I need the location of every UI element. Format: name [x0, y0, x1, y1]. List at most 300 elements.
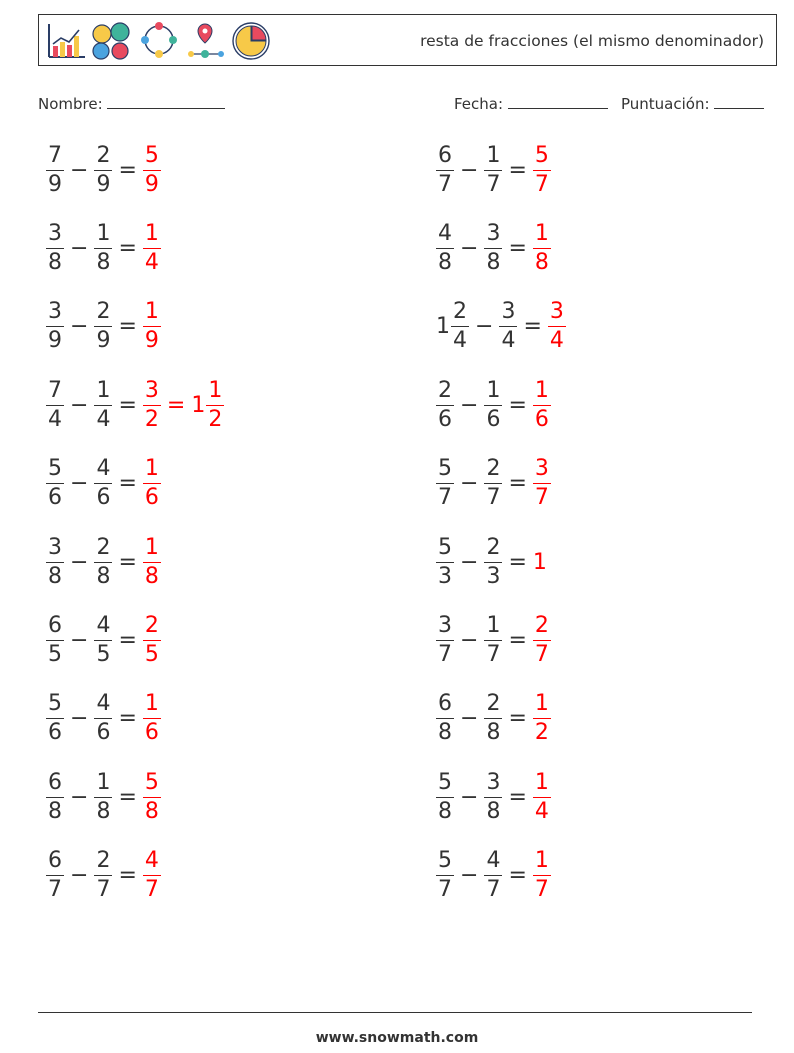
answer-numerator: 4: [143, 850, 161, 876]
equals-sign: =: [118, 549, 137, 575]
answer-denominator: 6: [144, 485, 159, 511]
problem-row: [46, 218, 161, 278]
date-label: Fecha:: [454, 95, 504, 113]
subtrahend-denominator: 8: [486, 720, 501, 746]
minuend: [436, 220, 454, 275]
answer: [533, 612, 551, 667]
equals-sign: =: [118, 157, 137, 183]
minuend-fraction: [436, 377, 454, 432]
problem-row: [46, 297, 161, 357]
minus-sign: −: [70, 314, 89, 340]
minuend: [46, 612, 64, 667]
subtrahend-numerator: 2: [94, 145, 112, 171]
subtrahend-numerator: 4: [94, 615, 112, 641]
footer-url: www.snowmath.com: [315, 1030, 479, 1046]
answer-fraction: [533, 142, 551, 197]
subtrahend: [484, 142, 502, 197]
subtrahend-numerator: 3: [499, 301, 517, 327]
subtrahend: [94, 142, 112, 197]
subtrahend-denominator: 8: [96, 563, 111, 589]
minuend: [436, 693, 454, 744]
answer: [533, 458, 551, 509]
subtrahend-fraction: [499, 301, 517, 352]
answer-fraction: [143, 612, 161, 667]
equals-sign: =: [118, 471, 137, 497]
answer-denominator: 8: [144, 563, 159, 589]
minuend-numerator: 6: [46, 615, 64, 641]
equals-sign: =: [508, 627, 527, 653]
answer-numerator: 1: [533, 223, 551, 249]
subtrahend: [94, 850, 112, 901]
answer: [143, 850, 161, 901]
worksheet-title: resta de fracciones (el mismo denominador): [420, 32, 764, 50]
minuend-numerator: 5: [436, 458, 454, 484]
answer-denominator: 4: [549, 328, 564, 354]
minuend-fraction: [46, 693, 64, 744]
subtrahend: [484, 458, 502, 509]
answer: [143, 377, 161, 432]
subtrahend-fraction: [94, 458, 112, 509]
answer: [533, 769, 551, 824]
answer-fraction: [143, 850, 161, 901]
minus-sign: −: [70, 863, 89, 889]
minuend-fraction: [436, 693, 454, 744]
answer-denominator: 2: [534, 720, 549, 746]
answer-denominator: 2: [144, 406, 159, 432]
answer-denominator: 4: [144, 249, 159, 275]
answer-numerator: 3: [533, 458, 551, 484]
subtrahend-fraction: [484, 220, 502, 275]
minuend-numerator: 7: [46, 380, 64, 406]
equals-sign: =: [508, 706, 527, 732]
subtrahend-fraction: [484, 377, 502, 432]
subtrahend-fraction: [94, 693, 112, 744]
minuend: [436, 850, 454, 901]
problem-row: [46, 610, 161, 670]
subtrahend-numerator: 1: [94, 772, 112, 798]
score-label: Puntuación:: [621, 95, 710, 113]
subtrahend-fraction: [94, 534, 112, 589]
minuend-fraction: [46, 301, 64, 352]
answer-fraction: [143, 458, 161, 509]
subtrahend-numerator: 3: [484, 223, 502, 249]
subtrahend-numerator: 2: [94, 301, 112, 327]
subtrahend-denominator: 9: [96, 171, 111, 197]
minuend-denominator: 7: [438, 641, 452, 667]
subtrahend-fraction: [94, 301, 112, 352]
answer-fraction: [533, 769, 551, 824]
minuend-numerator: 3: [46, 301, 64, 327]
problem-row: [436, 218, 551, 278]
answer-denominator: 2: [208, 406, 223, 432]
answer-fraction: [143, 693, 161, 744]
answer: [533, 850, 551, 901]
answer: [533, 220, 551, 275]
answer-numerator: 1: [206, 380, 224, 406]
answer-denominator: 7: [534, 171, 549, 197]
subtrahend: [484, 769, 502, 824]
subtrahend-fraction: [94, 220, 112, 275]
minuend-denominator: 7: [48, 877, 62, 903]
minus-sign: −: [460, 784, 479, 810]
answer-numerator: 5: [533, 145, 551, 171]
subtrahend-numerator: 1: [94, 223, 112, 249]
answer: [533, 693, 551, 744]
subtrahend: [94, 377, 112, 432]
minuend-fraction: [46, 612, 64, 667]
minus-sign: −: [460, 627, 479, 653]
minus-sign: −: [460, 549, 479, 575]
answer: [191, 377, 224, 432]
subtrahend-fraction: [484, 693, 502, 744]
answer: [143, 534, 161, 589]
minuend: [46, 850, 64, 901]
equals-sign: =: [118, 627, 137, 653]
problem-row: [436, 297, 566, 357]
subtrahend-numerator: 3: [484, 772, 502, 798]
minus-sign: −: [70, 706, 89, 732]
answer-fraction: [143, 377, 161, 432]
answer-equals-sign: =: [166, 392, 186, 418]
equals-sign: =: [508, 549, 527, 575]
subtrahend-fraction: [484, 534, 502, 589]
problem-row: [436, 140, 551, 200]
minuend-fraction: [46, 769, 64, 824]
subtrahend-numerator: 2: [484, 458, 502, 484]
minuend: [46, 220, 64, 275]
answer-fraction: [143, 220, 161, 275]
answer-numerator: 1: [143, 458, 161, 484]
minuend-denominator: 4: [48, 406, 62, 432]
answer-denominator: 9: [144, 328, 159, 354]
subtrahend: [94, 534, 112, 589]
answer: [143, 142, 161, 197]
minus-sign: −: [460, 471, 479, 497]
minuend-denominator: 8: [48, 249, 62, 275]
minuend: [46, 769, 64, 824]
answer-fraction: [533, 458, 551, 509]
minuend-denominator: 3: [438, 563, 452, 589]
subtrahend-denominator: 6: [486, 406, 501, 432]
minuend-numerator: 7: [46, 145, 64, 171]
minuend: [46, 377, 64, 432]
minuend-denominator: 6: [48, 485, 62, 511]
answer-fraction: [533, 612, 551, 667]
answer-fraction: [533, 377, 551, 432]
minuend-denominator: 7: [438, 171, 452, 197]
minuend-numerator: 2: [436, 380, 454, 406]
subtrahend: [484, 850, 502, 901]
answer-fraction: [206, 377, 224, 432]
answer-numerator: 1: [533, 850, 551, 876]
problem-row: [46, 846, 161, 906]
answer-denominator: 9: [144, 171, 159, 197]
subtrahend-denominator: 5: [96, 641, 111, 667]
answer: [533, 377, 551, 432]
minuend: [436, 769, 454, 824]
minus-sign: −: [460, 863, 479, 889]
answer: [143, 220, 161, 275]
minuend-numerator: 5: [46, 458, 64, 484]
minuend-denominator: 8: [438, 720, 452, 746]
problem-row: [46, 689, 161, 749]
answer: [143, 458, 161, 509]
answer-denominator: 8: [144, 798, 159, 824]
subtrahend-denominator: 7: [96, 877, 111, 903]
minuend-fraction: [451, 301, 469, 352]
answer-numerator: 1: [143, 537, 161, 563]
name-label: Nombre:: [38, 95, 103, 113]
subtrahend-denominator: 7: [486, 877, 501, 903]
minus-sign: −: [460, 392, 479, 418]
subtrahend: [484, 377, 502, 432]
equals-sign: =: [508, 235, 527, 261]
answer-denominator: 6: [144, 720, 159, 746]
problem-row: [46, 375, 224, 435]
minuend: [46, 301, 64, 352]
minuend-numerator: 2: [451, 301, 469, 327]
minus-sign: −: [70, 157, 89, 183]
problem-row: [436, 846, 551, 906]
minuend-fraction: [46, 850, 64, 901]
answer: [143, 769, 161, 824]
minuend-denominator: 8: [438, 798, 452, 824]
minuend-fraction: [436, 850, 454, 901]
minuend: [436, 301, 469, 352]
minuend-denominator: 6: [438, 406, 452, 432]
answer-fraction: [143, 142, 161, 197]
subtrahend: [94, 693, 112, 744]
subtrahend-numerator: 4: [484, 850, 502, 876]
minus-sign: −: [70, 549, 89, 575]
minuend-denominator: 9: [48, 171, 62, 197]
minuend-denominator: 9: [48, 328, 62, 354]
subtrahend: [94, 220, 112, 275]
subtrahend: [499, 301, 517, 352]
minuend-fraction: [46, 142, 64, 197]
answer-fraction: [533, 850, 551, 901]
minuend: [436, 534, 454, 589]
answer: [533, 550, 548, 575]
minuend-denominator: 8: [48, 563, 62, 589]
problem-row: [46, 454, 161, 514]
minus-sign: −: [70, 784, 89, 810]
minuend: [436, 142, 454, 197]
minuend-numerator: 3: [46, 223, 64, 249]
problem-row: [436, 689, 551, 749]
subtrahend-numerator: 1: [484, 145, 502, 171]
equals-sign: =: [508, 784, 527, 810]
minuend-numerator: 4: [436, 223, 454, 249]
minuend-denominator: 7: [438, 877, 452, 903]
minuend-numerator: 3: [436, 615, 454, 641]
answer-denominator: 7: [534, 641, 549, 667]
answer-numerator: 2: [143, 615, 161, 641]
answer-numerator: 1: [143, 223, 161, 249]
minuend-fraction: [436, 769, 454, 824]
minus-sign: −: [475, 314, 494, 340]
minuend-fraction: [436, 220, 454, 275]
equals-sign: =: [118, 392, 137, 418]
minuend: [46, 142, 64, 197]
subtrahend: [94, 458, 112, 509]
answer-numerator: 1: [533, 693, 551, 719]
subtrahend-denominator: 9: [96, 328, 111, 354]
minuend: [46, 458, 64, 509]
answer: [143, 612, 161, 667]
answer: [143, 301, 161, 352]
minuend-numerator: 6: [46, 850, 64, 876]
problem-row: [46, 532, 161, 592]
answer-denominator: 4: [534, 798, 549, 824]
subtrahend-numerator: 1: [94, 380, 112, 406]
minuend-fraction: [436, 142, 454, 197]
answer-fraction: [533, 693, 551, 744]
answer-whole: 1: [532, 549, 547, 575]
footer-divider: [38, 1012, 752, 1013]
minus-sign: −: [70, 627, 89, 653]
equals-sign: =: [508, 863, 527, 889]
minuend: [46, 693, 64, 744]
minuend-denominator: 7: [438, 485, 452, 511]
minus-sign: −: [460, 235, 479, 261]
equals-sign: =: [523, 314, 542, 340]
minuend-fraction: [46, 220, 64, 275]
subtrahend: [484, 693, 502, 744]
equals-sign: =: [508, 392, 527, 418]
subtrahend-fraction: [484, 769, 502, 824]
answer-numerator: 1: [533, 380, 551, 406]
minuend-numerator: 5: [46, 693, 64, 719]
subtrahend-denominator: 7: [486, 171, 501, 197]
subtrahend-denominator: 3: [486, 563, 501, 589]
subtrahend-fraction: [94, 769, 112, 824]
answer-numerator: 3: [548, 301, 566, 327]
answer-denominator: 5: [144, 641, 159, 667]
subtrahend: [94, 612, 112, 667]
subtrahend-denominator: 6: [96, 485, 111, 511]
subtrahend-numerator: 2: [484, 693, 502, 719]
answer-numerator: 1: [143, 693, 161, 719]
subtrahend-fraction: [484, 142, 502, 197]
answer-fraction: [548, 301, 566, 352]
minuend-fraction: [436, 534, 454, 589]
minuend-denominator: 8: [438, 249, 452, 275]
equals-sign: =: [118, 784, 137, 810]
problem-row: [436, 375, 551, 435]
subtrahend-fraction: [484, 458, 502, 509]
minus-sign: −: [70, 392, 89, 418]
answer-numerator: 3: [143, 380, 161, 406]
answer-numerator: 5: [143, 772, 161, 798]
subtrahend: [94, 769, 112, 824]
answer-numerator: 1: [533, 772, 551, 798]
answer-numerator: 5: [143, 145, 161, 171]
equals-sign: =: [118, 235, 137, 261]
equals-sign: =: [118, 863, 137, 889]
minus-sign: −: [460, 157, 479, 183]
problem-row: [436, 610, 551, 670]
minuend-numerator: 5: [436, 850, 454, 876]
minuend-fraction: [46, 458, 64, 509]
subtrahend-numerator: 1: [484, 615, 502, 641]
problem-row: [436, 767, 551, 827]
minuend-fraction: [46, 377, 64, 432]
answer-fraction: [143, 301, 161, 352]
minuend-fraction: [436, 458, 454, 509]
subtrahend-denominator: 8: [486, 798, 501, 824]
equals-sign: =: [508, 157, 527, 183]
subtrahend-numerator: 2: [484, 537, 502, 563]
subtrahend-denominator: 4: [96, 406, 111, 432]
subtrahend-fraction: [94, 612, 112, 667]
subtrahend-fraction: [94, 377, 112, 432]
equals-sign: =: [118, 706, 137, 732]
answer-fraction: [143, 769, 161, 824]
minuend-numerator: 5: [436, 537, 454, 563]
minus-sign: −: [460, 706, 479, 732]
subtrahend-numerator: 4: [94, 458, 112, 484]
problem-row: [46, 767, 161, 827]
answer-whole: 1: [191, 392, 206, 418]
minuend: [436, 612, 454, 667]
minuend-numerator: 6: [436, 145, 454, 171]
minuend: [436, 458, 454, 509]
subtrahend-numerator: 1: [484, 380, 502, 406]
subtrahend-denominator: 7: [486, 641, 501, 667]
answer-denominator: 7: [144, 877, 159, 903]
minuend-fraction: [436, 612, 454, 667]
minuend-denominator: 4: [453, 328, 467, 354]
subtrahend-fraction: [94, 850, 112, 901]
equals-sign: =: [118, 314, 137, 340]
subtrahend: [94, 301, 112, 352]
answer-fraction: [533, 220, 551, 275]
answer-denominator: 8: [534, 249, 549, 275]
subtrahend: [484, 612, 502, 667]
answer-denominator: 7: [534, 877, 549, 903]
equals-sign: =: [508, 471, 527, 497]
minuend-denominator: 6: [48, 720, 62, 746]
answer-numerator: 2: [533, 615, 551, 641]
subtrahend: [484, 534, 502, 589]
subtrahend-numerator: 4: [94, 693, 112, 719]
minuend: [436, 377, 454, 432]
subtrahend-denominator: 6: [96, 720, 111, 746]
subtrahend: [484, 220, 502, 275]
minuend-numerator: 3: [46, 537, 64, 563]
subtrahend-fraction: [484, 850, 502, 901]
minuend-fraction: [46, 534, 64, 589]
subtrahend-fraction: [484, 612, 502, 667]
minuend-numerator: 6: [436, 693, 454, 719]
subtrahend-fraction: [94, 142, 112, 197]
minuend-numerator: 5: [436, 772, 454, 798]
minus-sign: −: [70, 235, 89, 261]
subtrahend-numerator: 2: [94, 850, 112, 876]
subtrahend-denominator: 8: [96, 798, 111, 824]
answer-numerator: 1: [143, 301, 161, 327]
minuend-denominator: 5: [48, 641, 62, 667]
subtrahend-numerator: 2: [94, 537, 112, 563]
subtrahend-denominator: 4: [501, 328, 516, 354]
answer: [533, 142, 551, 197]
minuend-whole: 1: [436, 314, 450, 340]
problem-row: [46, 140, 161, 200]
subtrahend-denominator: 8: [96, 249, 111, 275]
answer: [143, 693, 161, 744]
answer: [548, 301, 566, 352]
